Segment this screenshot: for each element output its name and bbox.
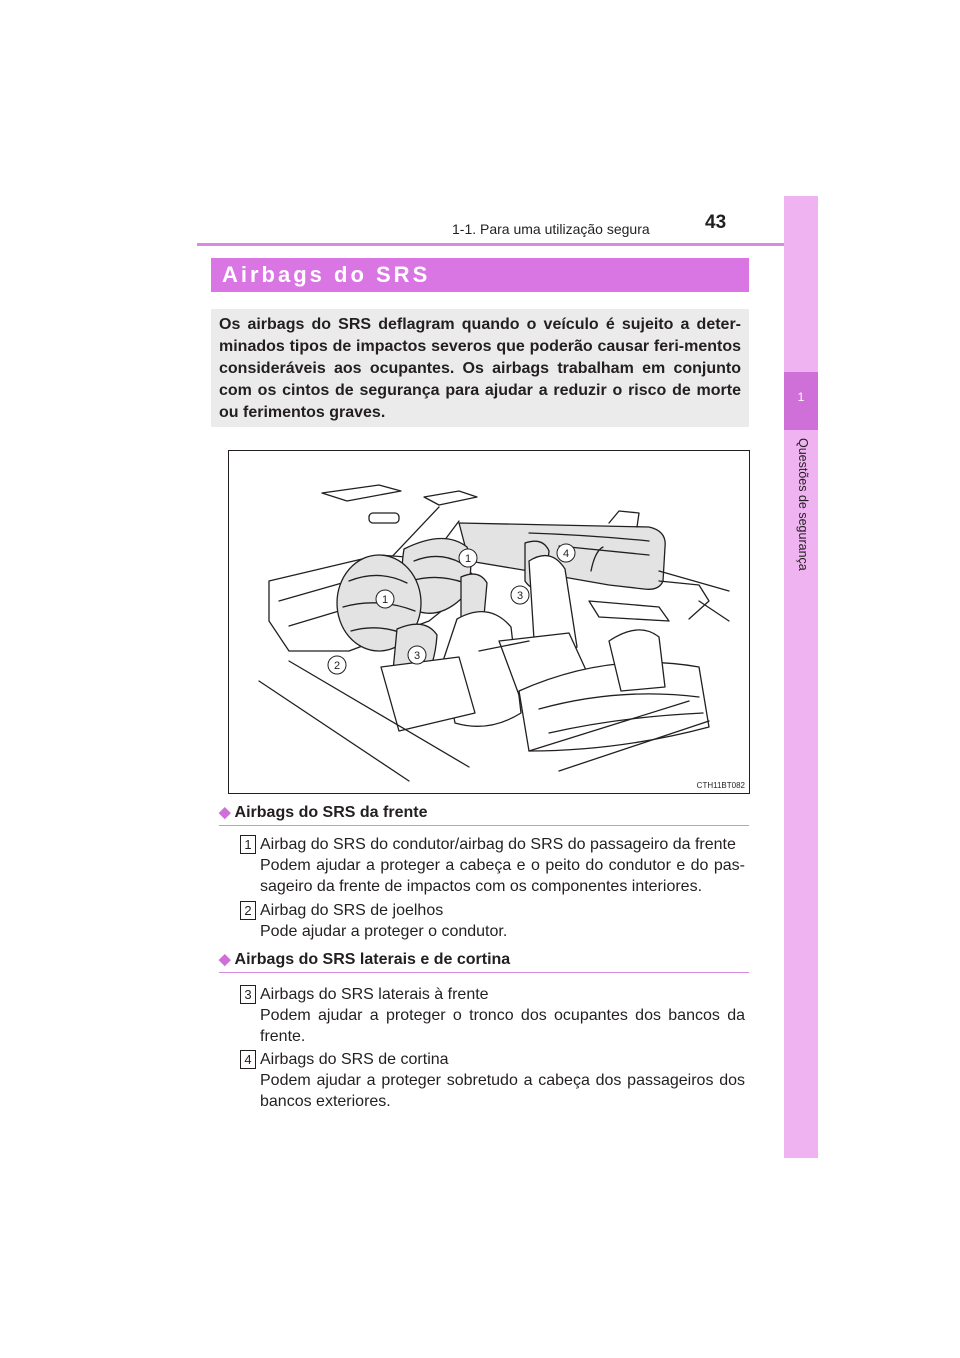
item-number-badge: 2 [240,901,256,920]
subheading-rule [219,825,749,826]
list-item [240,984,745,1048]
subheading-rule [219,972,749,973]
callout-1b: 1 [381,594,389,606]
callout-4: 4 [562,548,570,560]
list-item [240,834,745,898]
header-rule [197,243,817,246]
item-title: Airbag do SRS do condutor/airbag do SRS do passageiro da frente [260,836,736,853]
diamond-bullet-icon: ◆ [219,951,231,968]
item-title: Airbags do SRS laterais à frente [260,986,489,1003]
item-number-badge: 4 [240,1050,256,1069]
chapter-number: 1 [797,390,805,404]
list-item [240,1049,745,1113]
item-description: Pode ajudar a proteger o condutor. [260,923,508,940]
airbag-illustration-drawing [229,451,749,793]
item-number-badge: 1 [240,835,256,854]
item-body [260,1049,745,1112]
callout-3b: 3 [516,590,524,602]
callout-1a: 1 [464,553,472,565]
diamond-bullet-icon: ◆ [219,804,231,821]
item-body [260,984,745,1047]
item-title: Airbags do SRS de cortina [260,1051,449,1068]
item-description: Podem ajudar a proteger a cabeça e o peito do condutor e do pas-sageiro da frente de impactos com os componentes interiores. [260,857,745,895]
subheading-front-airbags [219,803,427,822]
running-head: 1-1. Para uma utilização segura [452,221,650,237]
callout-2: 2 [333,660,341,672]
item-body [260,900,745,942]
figure-code: CTH11BT082 [696,781,745,790]
intro-text: Os airbags do SRS deflagram quando o veículo é sujeito a deter-minados tipos de impactos severos que poderão causar feri-mentos consideráveis aos ocupantes. Os airbags trabalham em conjunto com os cintos de segurança para ajudar a reduzir o risco de morte ou ferimentos graves. [219,316,741,421]
item-number-badge: 3 [240,985,256,1004]
item-body [260,834,745,897]
subheading-text: Airbags do SRS laterais e de cortina [234,951,511,968]
chapter-title: Questões de segurança [796,438,810,571]
intro-box [211,309,749,427]
item-description: Podem ajudar a proteger o tronco dos ocupantes dos bancos da frente. [260,1007,745,1045]
airbag-illustration [228,450,750,794]
list-item [240,900,745,944]
callout-3a: 3 [413,650,421,662]
section-title-bar [211,258,749,292]
page-number: 43 [705,212,727,233]
item-description: Podem ajudar a proteger sobretudo a cabeça dos passageiros dos bancos exteriores. [260,1072,745,1110]
chapter-side-tab [784,196,818,1158]
section-title: Airbags do SRS [222,262,431,287]
subheading-side-curtain-airbags [219,950,510,969]
subheading-text: Airbags do SRS da frente [234,804,428,821]
item-title: Airbag do SRS de joelhos [260,902,444,919]
